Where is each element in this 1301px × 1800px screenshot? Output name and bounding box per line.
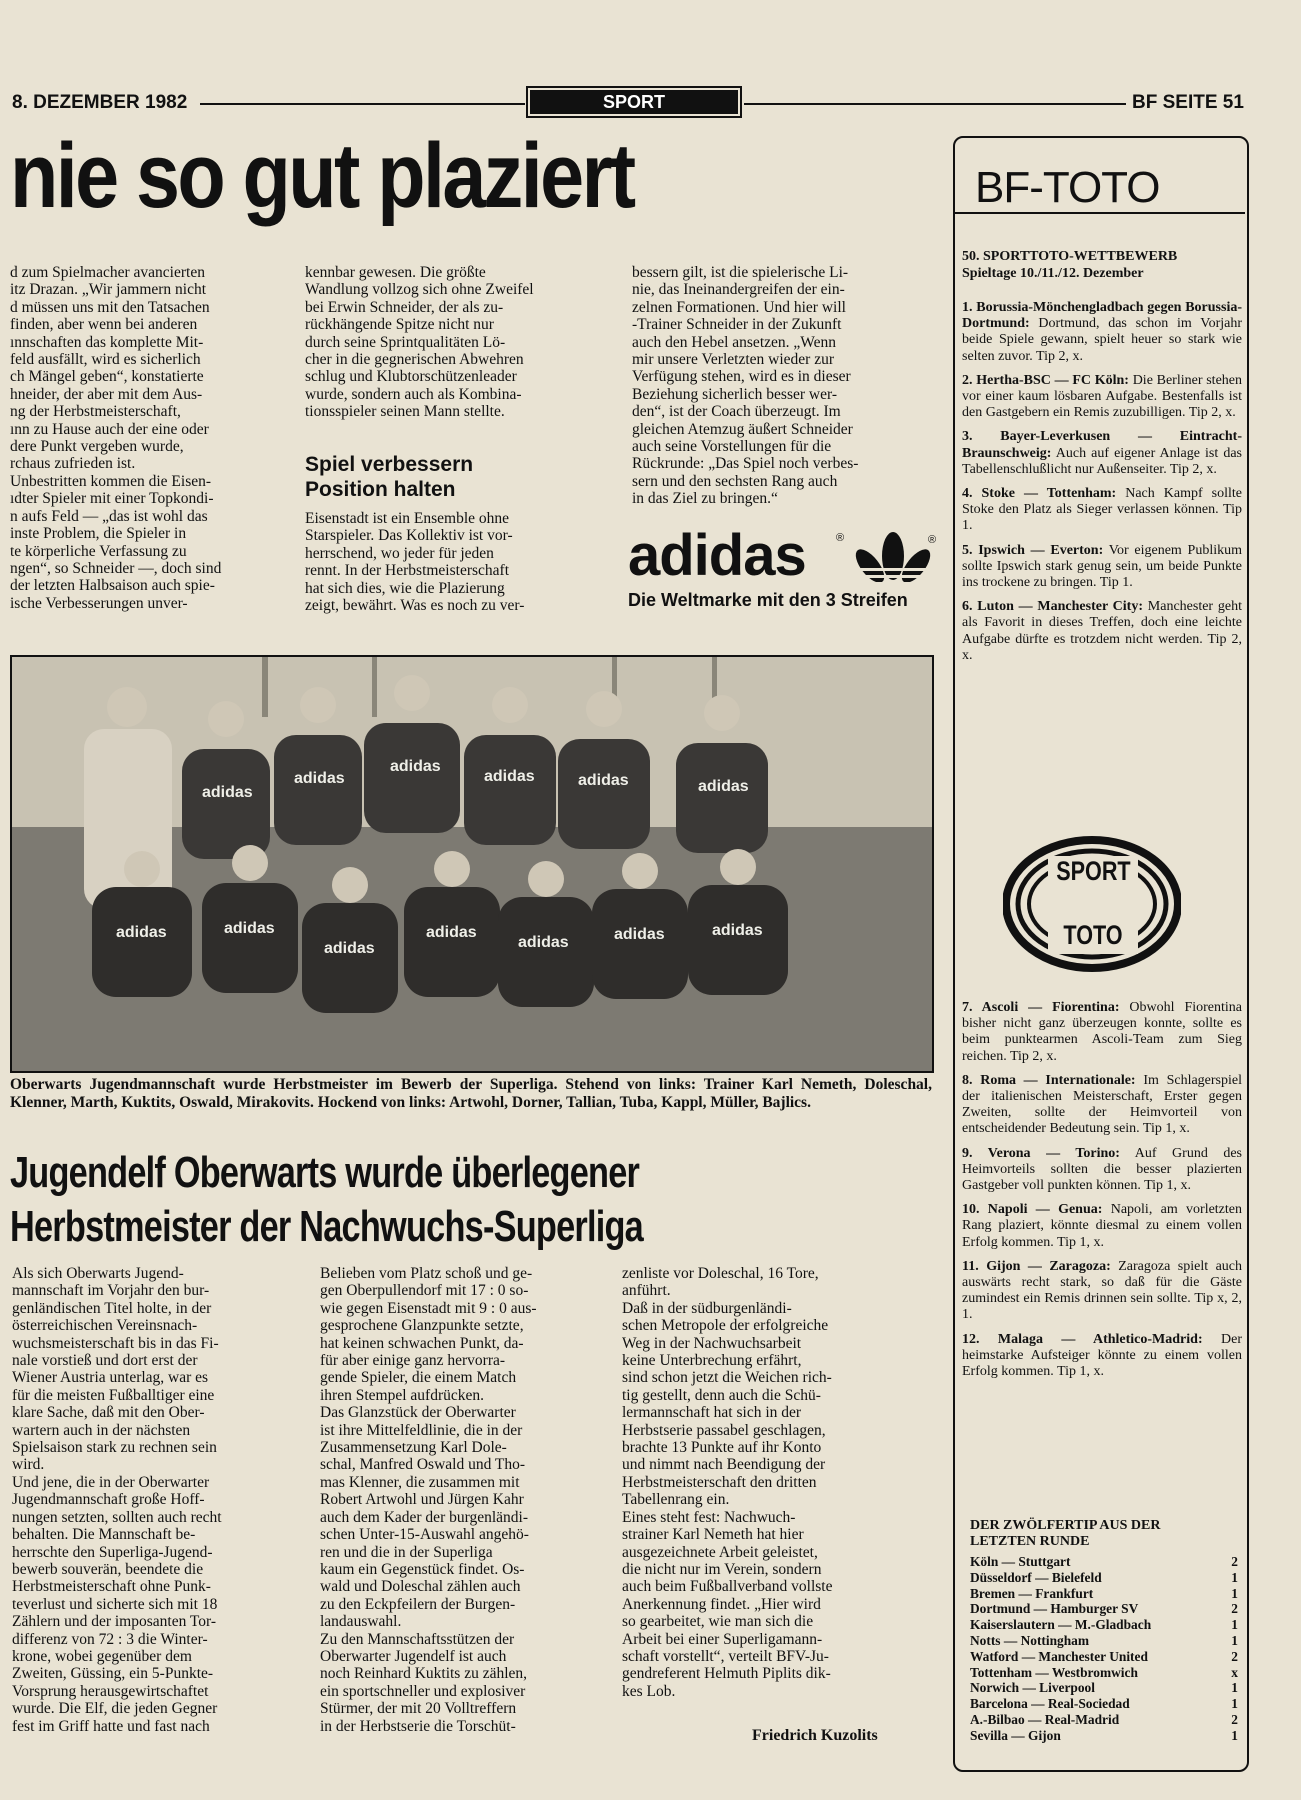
table-row: A.-Bilbao — Real-Madrid 2	[970, 1711, 1238, 1727]
registered-mark: ®	[836, 532, 845, 544]
trefoil-icon	[848, 530, 938, 592]
adidas-ad	[628, 523, 938, 620]
page-number: BF SEITE 51	[1132, 92, 1244, 113]
table-row: Tottenham — Westbromwich x	[970, 1664, 1238, 1680]
article2-column1: Als sich Oberwarts Jugend- mannschaft im Vorjahr den bur- genländischen Titel holte, in der österreichischen Vereinsnach- wuchsmeisterschaft bis in das Fi- nale vorstieß und dort erst der Wiener Austria unterlag, war es für die meisten Fußballtiger eine klare Sache, daß mit den Ober- wartern auch in der nächsten Spielsaison stark zu rechnen sein wird. Und jene, die in der Oberwarter Jugendmannschaft große Hoff- nungen setzten, sollten auch recht behalten. Die Mannschaft be- herrschte den Superliga-Jugend- bewerb souverän, beendete die Herbstmeisterschaft ohne Punk- teverlust und sicherte sich mit 18 Zählern und der imposanten Tor- differenz von 72 : 3 die Winter- krone, wobei gegenüber dem Zweiten, Güssing, ein 5-Punkte- Vorsprung herausgewirtschaftet wurde. Die Elf, die jeden Gegner fest im Griff hatte und fast nach	[12, 1265, 222, 1735]
shirt-label: adidas	[224, 920, 275, 937]
toto-title-underline	[955, 212, 1245, 214]
article1-column1: d zum Spielmacher avancierten itz Drazan. „Wir jammern nicht d müssen uns mit den Tatsachen finden, aber wenn bei anderen ınnschaften das komplette Mit- feld ausfällt, wird es sicherlich ch Mängel geben“, konstatierte hneider, der aber mit dem Aus- ng der Herbstmeisterschaft, ınn zu Hause auch der eine oder dere Punkt vergeben wurde, rchaus zufrieden ist. Unbestritten kommen die Eisen- ıdter Spieler mit einer Topkondi- n aufs Feld — „das ist wohl das inste Problem, die Spieler in te körperliche Verfassung zu ngen“, so Schneider —, doch sind der letzten Halbsaison auch spie- ische Verbesserungen unver-	[10, 264, 222, 612]
shirt-label: adidas	[426, 924, 477, 941]
shirt-label: adidas	[116, 924, 167, 941]
header-rule-right	[744, 103, 1126, 105]
article1-column2: kennbar gewesen. Die größte Wandlung vollzog sich ohne Zweifel bei Erwin Schneider, der als zu- rückhängende Spitze nicht nur durch seine Sprintqualitäten Lö- cher in die gegnerischen Abwehren schlug und Klubtorschützenleader wurde, sondern auch als Kombina- tionsspieler seinen Mann stellte.	[305, 264, 534, 421]
toto-tip: 2. Hertha-BSC — FC Köln: Die Berliner stehen vor einer kaum lösbaren Aufgabe. Bestenfalls ist den Gastgebern ein Remis zuzubilligen. Tip 2, x.	[962, 372, 1242, 421]
shirt-label: adidas	[484, 768, 535, 785]
table-row: Notts — Nottingham 1	[970, 1632, 1238, 1648]
toto-tip: 11. Gijon — Zaragoza: Zaragoza spielt auch auswärts recht stark, so daß für die Gäste zumindest ein Remis drinnen sein sollte. Tip x, 2, 1.	[962, 1258, 1243, 1323]
toto-tip: 5. Ipswich — Everton: Vor eigenem Publikum sollte Ipswich stark genug sein, um beide Punkte ins trockene zu bringen. Tip 1.	[962, 542, 1242, 591]
team-photo	[10, 655, 934, 1073]
toto-tip: 6. Luton — Manchester City: Manchester geht als Favorit in dieses Treffen, doch eine leichte Aufgabe dürfte es trotzdem nicht werden. Tip 2, x.	[962, 599, 1242, 663]
sport-toto-logo	[1003, 836, 1181, 972]
section-label-box	[526, 86, 742, 118]
adidas-tagline: Die Weltmarke mit den 3 Streifen	[628, 590, 908, 610]
shirt-label: adidas	[712, 922, 763, 939]
toto-heading: 50. SPORTTOTO-WETTBEWERB Spieltage 10./11./12. Dezember	[962, 249, 1178, 281]
registered-mark-2: ®	[928, 534, 937, 546]
table-row: Watford — Manchester United 2	[970, 1648, 1238, 1664]
shirt-label: adidas	[390, 758, 441, 775]
toto-tip: 1. Borussia-Mönchengladbach gegen Borussia-Dortmund: Dortmund, das schon im Vorjahr beide Spiele gewann, spielt heuer so stark wie selten zuvor. Tip 2, x.	[962, 300, 1242, 364]
toto-tip: 7. Ascoli — Fiorentina: Obwohl Fiorentina bisher nicht ganz überzeugen konnte, sollte es beim punktearmen Ascoli-Team zum Sieg reichen. Tip 2, x.	[962, 1000, 1243, 1064]
team-photo-illustration	[12, 657, 932, 1071]
article2-author: Friedrich Kuzolits	[752, 1727, 878, 1744]
sport-toto-logo-bottom: TOTO	[1063, 920, 1123, 950]
main-headline: nie so gut plaziert	[10, 125, 634, 227]
shirt-label: adidas	[294, 770, 345, 787]
sport-toto-logo-top: SPORT	[1056, 856, 1131, 886]
shirt-label: adidas	[614, 926, 665, 943]
toto-tip: 4. Stoke — Tottenham: Nach Kampf sollte Stoke den Platz als Sieger verlassen können. Tip 1.	[962, 486, 1242, 534]
article1-column2b: Eisenstadt ist ein Ensemble ohne Starspieler. Das Kollektiv ist vor- herrschend, wo jeder für jeden rennt. In der Herbstmeisterschaft hat sich dies, wie die Plazierung zeigt, bewährt. Was es noch zu ver-	[305, 510, 525, 615]
photo-caption: Oberwarts Jugendmannschaft wurde Herbstmeister im Bewerb der Superliga. Stehend von links: Trainer Karl Nemeth, Doleschal, Klenner, Marth, Kuktits, Oswald, Mirakovits. Hockend von links: Artwohl, Dorner, Tallian, Tuba, Kappl, Müller, Bajlics.	[10, 1076, 932, 1111]
article2-column2: Belieben vom Platz schoß und ge- gen Oberpullendorf mit 17 : 0 so- wie gegen Eisenstadt mit 9 : 0 aus- gesprochene Glanzpunkte setzte, hat keinen schwachen Punkt, da- für aber einige ganz hervorra- gende Spieler, die einem Match ihren Stempel aufdrücken. Das Glanzstück der Oberwarter ist ihre Mittelfeldlinie, die in der Zusammensetzung Karl Dole- schal, Manfred Oswald und Tho- mas Klenner, die zusammen mit Robert Artwohl und Jürgen Kahr auch dem Kader der burgenländi- schen Unter-15-Auswahl angehö- ren und die in der Superliga kaum ein Gegenstück findet. Os- wald und Doleschal zählen auch zu den Eckpfeilern der Burgen- landauswahl. Zu den Mannschaftsstützen der Oberwarter Jugendelf ist auch noch Reinhard Kuktits zu zählen, ein sportschneller und explosiver Stürmer, der mit 20 Volltreffern in der Herbstserie die Torschüt-	[320, 1265, 537, 1735]
section-label: SPORT	[530, 90, 738, 114]
table-row: Düsseldorf — Bielefeld 1	[970, 1569, 1238, 1585]
toto-tip: 12. Malaga — Athletico-Madrid: Der heimstarke Aufsteiger könnte zu einem vollen Erfolg kommen. Tip 1, x.	[962, 1331, 1242, 1380]
article1-column3: bessern gilt, ist die spielerische Li- nie, das Ineinandergreifen der ein- zelnen Formationen. Und hier will -Trainer Schneider in der Zukunft auch den Hebel ansetzen. „Wenn mir unsere Verletzten wieder zur Verfügung stehen, wird es in dieser Beziehung sicherlich besser wer- den“, ist der Coach überzeugt. Im gleichen Atemzug äußert Schneider auch seine Vorstellungen für die Rückrunde: „Das Spiel noch verbes- sern und den sechsten Rang auch in das Ziel zu bringen.“	[632, 264, 859, 508]
table-row: Dortmund — Hamburger SV 2	[970, 1601, 1238, 1617]
table-row: Norwich — Liverpool 1	[970, 1680, 1238, 1696]
shirt-label: adidas	[518, 934, 569, 951]
shirt-label: adidas	[578, 772, 629, 789]
article2-headline-line1: Jugendelf Oberwarts wurde überlegener	[10, 1148, 640, 1197]
table-row: Kaiserslautern — M.-Gladbach 1	[970, 1617, 1238, 1633]
toto-tip: 9. Verona — Torino: Auf Grund des Heimvorteils sollten die besser plazierten Gastgeber voll punkten können. Tip 1, x.	[962, 1145, 1243, 1194]
article2-headline-line2: Herbstmeister der Nachwuchs-Superliga	[10, 1202, 643, 1251]
adidas-wordmark: adidas	[628, 523, 806, 588]
article1-subhead: Spiel verbessern Position halten	[305, 453, 474, 501]
toto-tip: 10. Napoli — Genua: Napoli, am vorletzten Rang plaziert, könnte diesmal zu einem vollen Erfolg kommen. Tip 1, x.	[962, 1202, 1243, 1250]
toto-title: BF-TOTO	[975, 163, 1160, 212]
table-row: Bremen — Frankfurt 1	[970, 1585, 1238, 1601]
toto-items-top	[962, 300, 1242, 672]
toto-tip: 8. Roma — Internationale: Im Schlagerspiel der italienischen Meisterschaft, Erster gegen Zweiten, sollte der Heimvorteil von entscheidender Bedeutung sein. Tip 1, x.	[962, 1072, 1242, 1137]
table-row: Barcelona — Real-Sociedad 1	[970, 1696, 1238, 1712]
issue-date: 8. DEZEMBER 1982	[12, 92, 188, 113]
header-rule-left	[200, 103, 525, 105]
toto-tip: 3. Bayer-Leverkusen — Eintracht-Braunschweig: Auch auf eigener Anlage ist das Tabellenschlußlicht nur Außenseiter. Tip 2, x.	[962, 429, 1242, 477]
toto-items-bottom	[962, 1000, 1242, 1388]
article2-column3: zenliste vor Doleschal, 16 Tore, anführt. Daß in der südburgenländi- schen Metropole der erfolgreiche Weg in der Nachwuchsarbeit keine Unterbrechung erfährt, sind schon jetzt die Weichen rich- tig gestellt, denn auch die Schü- lermannschaft hat sich in der Herbstserie passabel geschlagen, brachte 13 Punkte auf ihr Konto und nimmt nach Beendigung der Herbstmeisterschaft den dritten Tabellenrang ein. Eines steht fest: Nachwuch- strainer Karl Nemeth hat hier ausgezeichnete Arbeit geleistet, die nicht nur im Verein, sondern auch beim Fußballverband vollste Anerkennung findet. „Hier wird so gearbeitet, wie man sich die Arbeit bei einer Superligamann- schaft vorstellt“, verteilt BFV-Ju- gendreferent Helmuth Piplits dik- kes Lob.	[622, 1265, 833, 1700]
toto-results-table	[970, 1554, 1238, 1744]
shirt-label: adidas	[698, 778, 749, 795]
table-row: Sevilla — Gijon 1	[970, 1727, 1238, 1743]
table-row: Köln — Stuttgart 2	[970, 1554, 1238, 1569]
shirt-label: adidas	[324, 940, 375, 957]
shirt-label: adidas	[202, 784, 253, 801]
toto-table-title: DER ZWÖLFERTIP AUS DER LETZTEN RUNDE	[970, 1518, 1161, 1549]
